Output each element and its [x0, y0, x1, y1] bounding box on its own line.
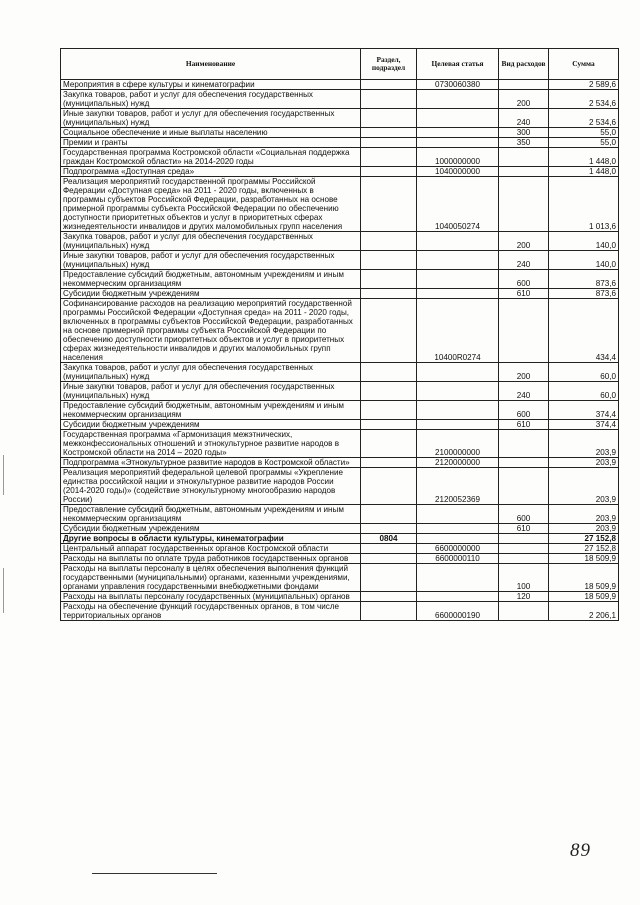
cell-section: [361, 430, 417, 458]
cell-sum: 18 509,9: [549, 564, 619, 592]
cell-target: [417, 420, 499, 430]
table-row: [61, 458, 619, 468]
cell-name: Расходы на выплаты персоналу государственных (муниципальных) органов: [61, 592, 361, 602]
cell-target: [417, 90, 499, 109]
scan-edge-mark: [3, 455, 4, 495]
cell-target: 2120000000: [417, 458, 499, 468]
footer-rule: [92, 873, 217, 874]
cell-section: [361, 420, 417, 430]
cell-sum: 1 448,0: [549, 167, 619, 177]
cell-kind: [499, 544, 549, 554]
cell-kind: [499, 80, 549, 90]
cell-sum: 27 152,8: [549, 534, 619, 544]
cell-kind: [499, 177, 549, 232]
cell-sum: 140,0: [549, 232, 619, 251]
table-row: [61, 544, 619, 554]
cell-name: Премии и гранты: [61, 138, 361, 148]
cell-kind: 350: [499, 138, 549, 148]
table-row: [61, 251, 619, 270]
cell-target: [417, 138, 499, 148]
cell-sum: 374,4: [549, 420, 619, 430]
cell-name: Иные закупки товаров, работ и услуг для обеспечения государственных (муниципальных) нужд: [61, 109, 361, 128]
cell-kind: [499, 167, 549, 177]
table-row: [61, 430, 619, 458]
table-row: [61, 299, 619, 363]
cell-kind: 300: [499, 128, 549, 138]
cell-sum: 60,0: [549, 382, 619, 401]
cell-kind: [499, 468, 549, 505]
cell-name: Субсидии бюджетным учреждениям: [61, 289, 361, 299]
cell-section: [361, 232, 417, 251]
table-header-row: [61, 49, 619, 80]
cell-target: 6600000110: [417, 554, 499, 564]
cell-target: [417, 232, 499, 251]
cell-name: Расходы на выплаты по оплате труда работников государственных органов: [61, 554, 361, 564]
cell-section: [361, 167, 417, 177]
cell-name: Закупка товаров, работ и услуг для обеспечения государственных (муниципальных) нужд: [61, 90, 361, 109]
cell-section: [361, 401, 417, 420]
table-row: [61, 363, 619, 382]
table-row: [61, 420, 619, 430]
cell-kind: 240: [499, 382, 549, 401]
cell-section: [361, 289, 417, 299]
cell-target: 6600000000: [417, 544, 499, 554]
cell-name: Предоставление субсидий бюджетным, автономным учреждениям и иным некоммерческим организациям: [61, 505, 361, 524]
cell-section: [361, 177, 417, 232]
table-row: [61, 382, 619, 401]
cell-section: [361, 382, 417, 401]
scan-edge-mark: [3, 568, 4, 613]
cell-sum: 27 152,8: [549, 544, 619, 554]
header-name: Наименование: [61, 49, 361, 80]
cell-section: [361, 602, 417, 621]
cell-sum: 55,0: [549, 128, 619, 138]
cell-target: 1040000000: [417, 167, 499, 177]
table-row: [61, 167, 619, 177]
cell-sum: 140,0: [549, 251, 619, 270]
table-row: [61, 270, 619, 289]
cell-name: Иные закупки товаров, работ и услуг для обеспечения государственных (муниципальных) нужд: [61, 251, 361, 270]
cell-name: Закупка товаров, работ и услуг для обеспечения государственных (муниципальных) нужд: [61, 232, 361, 251]
cell-section: [361, 80, 417, 90]
table-row: [61, 524, 619, 534]
cell-section: [361, 564, 417, 592]
cell-kind: [499, 554, 549, 564]
cell-sum: 203,9: [549, 505, 619, 524]
cell-target: [417, 251, 499, 270]
table-row: [61, 80, 619, 90]
cell-name: Реализация мероприятий федеральной целевой программы «Укрепление единства российской нации и этнокультурное развитие народов России (2014-2020 годы)» (содействие этнокультурному многообразию народов России): [61, 468, 361, 505]
cell-kind: 100: [499, 564, 549, 592]
cell-kind: 610: [499, 289, 549, 299]
cell-name: Государственная программа «Гармонизация межэтнических, межконфессиональных отношений и этнокультурное развитие народов в Костромской области на 2014 – 2020 годы»: [61, 430, 361, 458]
cell-target: [417, 382, 499, 401]
cell-section: [361, 251, 417, 270]
cell-kind: 200: [499, 90, 549, 109]
cell-sum: 434,4: [549, 299, 619, 363]
cell-section: [361, 270, 417, 289]
table-row: [61, 148, 619, 167]
cell-sum: 203,9: [549, 468, 619, 505]
cell-section: [361, 363, 417, 382]
cell-target: [417, 270, 499, 289]
cell-kind: [499, 430, 549, 458]
cell-name: Подпрограмма «Доступная среда»: [61, 167, 361, 177]
cell-section: [361, 90, 417, 109]
table-row: [61, 90, 619, 109]
cell-kind: [499, 458, 549, 468]
cell-target: [417, 592, 499, 602]
cell-section: [361, 109, 417, 128]
cell-section: [361, 458, 417, 468]
header-target: Целевая статья: [417, 49, 499, 80]
cell-sum: 18 509,9: [549, 554, 619, 564]
cell-kind: [499, 148, 549, 167]
cell-target: [417, 109, 499, 128]
cell-sum: 374,4: [549, 401, 619, 420]
cell-target: [417, 128, 499, 138]
budget-table: [60, 48, 619, 621]
cell-target: [417, 401, 499, 420]
cell-kind: 200: [499, 232, 549, 251]
cell-target: 2120052369: [417, 468, 499, 505]
cell-section: [361, 468, 417, 505]
table-row: [61, 505, 619, 524]
cell-target: [417, 534, 499, 544]
cell-name: Закупка товаров, работ и услуг для обеспечения государственных (муниципальных) нужд: [61, 363, 361, 382]
cell-kind: 120: [499, 592, 549, 602]
table-row: [61, 138, 619, 148]
table-row: [61, 177, 619, 232]
cell-target: 1000000000: [417, 148, 499, 167]
cell-name: Реализация мероприятий государственной программы Российской Федерации «Доступная среда» на 2011 - 2020 годы, включенных в программы субъектов Российской Федерации, разработанных на основе примерной программы субъекта Российской Федерации по обеспечению доступности приоритетных объектов и услуг в приоритетных сферах жизнедеятельности инвалидов и других маломобильных групп населения: [61, 177, 361, 232]
cell-target: 6600000190: [417, 602, 499, 621]
cell-kind: 600: [499, 401, 549, 420]
cell-name: Подпрограмма «Этнокультурное развитие народов в Костромской области»: [61, 458, 361, 468]
cell-target: 0730060380: [417, 80, 499, 90]
cell-name: Субсидии бюджетным учреждениям: [61, 420, 361, 430]
cell-name: Социальное обеспечение и иные выплаты населению: [61, 128, 361, 138]
cell-section: [361, 544, 417, 554]
cell-name: Центральный аппарат государственных органов Костромской области: [61, 544, 361, 554]
cell-section: [361, 128, 417, 138]
table-row: [61, 401, 619, 420]
header-section: Раздел, подраздел: [361, 49, 417, 80]
cell-sum: 55,0: [549, 138, 619, 148]
cell-name: Иные закупки товаров, работ и услуг для обеспечения государственных (муниципальных) нужд: [61, 382, 361, 401]
cell-name: Государственная программа Костромской области «Социальная поддержка граждан Костромской области» на 2014-2020 годы: [61, 148, 361, 167]
table-body: [61, 80, 619, 621]
cell-section: [361, 138, 417, 148]
cell-sum: 873,6: [549, 270, 619, 289]
cell-kind: [499, 602, 549, 621]
table-row: [61, 128, 619, 138]
cell-sum: 203,9: [549, 458, 619, 468]
header-sum: Сумма: [549, 49, 619, 80]
cell-section: [361, 299, 417, 363]
table-row: [61, 109, 619, 128]
table-row: [61, 468, 619, 505]
cell-section: [361, 524, 417, 534]
table-row: [61, 289, 619, 299]
cell-sum: 1 448,0: [549, 148, 619, 167]
header-kind: Вид расходов: [499, 49, 549, 80]
cell-sum: 2 534,6: [549, 109, 619, 128]
cell-section: [361, 592, 417, 602]
table-row: [61, 602, 619, 621]
cell-sum: 2 534,6: [549, 90, 619, 109]
table-row: [61, 554, 619, 564]
cell-target: [417, 289, 499, 299]
cell-kind: 600: [499, 505, 549, 524]
table-row: [61, 592, 619, 602]
cell-name: Другие вопросы в области культуры, кинематографии: [61, 534, 361, 544]
cell-target: 10400R0274: [417, 299, 499, 363]
cell-name: Предоставление субсидий бюджетным, автономным учреждениям и иным некоммерческим организациям: [61, 270, 361, 289]
budget-sheet: [60, 48, 618, 621]
cell-kind: 600: [499, 270, 549, 289]
cell-kind: 240: [499, 251, 549, 270]
cell-target: [417, 564, 499, 592]
cell-name: Расходы на выплаты персоналу в целях обеспечения выполнения функций государственными (муниципальными) органами, казенными учреждениями, органами управления государственными внебюджетными фондами: [61, 564, 361, 592]
cell-kind: 610: [499, 524, 549, 534]
table-row: [61, 534, 619, 544]
cell-sum: 873,6: [549, 289, 619, 299]
cell-target: 1040050274: [417, 177, 499, 232]
cell-sum: 18 509,9: [549, 592, 619, 602]
cell-kind: [499, 299, 549, 363]
page-number: 89: [570, 840, 591, 861]
table-row: [61, 232, 619, 251]
cell-name: Предоставление субсидий бюджетным, автономным учреждениям и иным некоммерческим организациям: [61, 401, 361, 420]
cell-sum: 2 589,6: [549, 80, 619, 90]
cell-sum: 203,9: [549, 524, 619, 534]
cell-name: Расходы на обеспечение функций государственных органов, в том числе территориальных органов: [61, 602, 361, 621]
cell-kind: 610: [499, 420, 549, 430]
cell-target: [417, 363, 499, 382]
cell-sum: 203,9: [549, 430, 619, 458]
cell-section: [361, 505, 417, 524]
cell-sum: 1 013,6: [549, 177, 619, 232]
cell-sum: 2 206,1: [549, 602, 619, 621]
cell-kind: 240: [499, 109, 549, 128]
cell-kind: 200: [499, 363, 549, 382]
cell-target: [417, 524, 499, 534]
cell-section: 0804: [361, 534, 417, 544]
cell-name: Мероприятия в сфере культуры и кинематографии: [61, 80, 361, 90]
cell-section: [361, 148, 417, 167]
cell-name: Софинансирование расходов на реализацию мероприятий государственной программы Российской Федерации «Доступная среда» на 2011 - 2020 годы, включенных в программы субъектов Российской Федерации, разработанных на основе примерной программы субъекта Российской Федерации по обеспечению доступности приоритетных объектов и услуг в приоритетных сферах жизнедеятельности инвалидов и других маломобильных групп населения: [61, 299, 361, 363]
cell-kind: [499, 534, 549, 544]
table-row: [61, 564, 619, 592]
cell-target: 2100000000: [417, 430, 499, 458]
cell-name: Субсидии бюджетным учреждениям: [61, 524, 361, 534]
cell-target: [417, 505, 499, 524]
cell-section: [361, 554, 417, 564]
cell-sum: 60,0: [549, 363, 619, 382]
